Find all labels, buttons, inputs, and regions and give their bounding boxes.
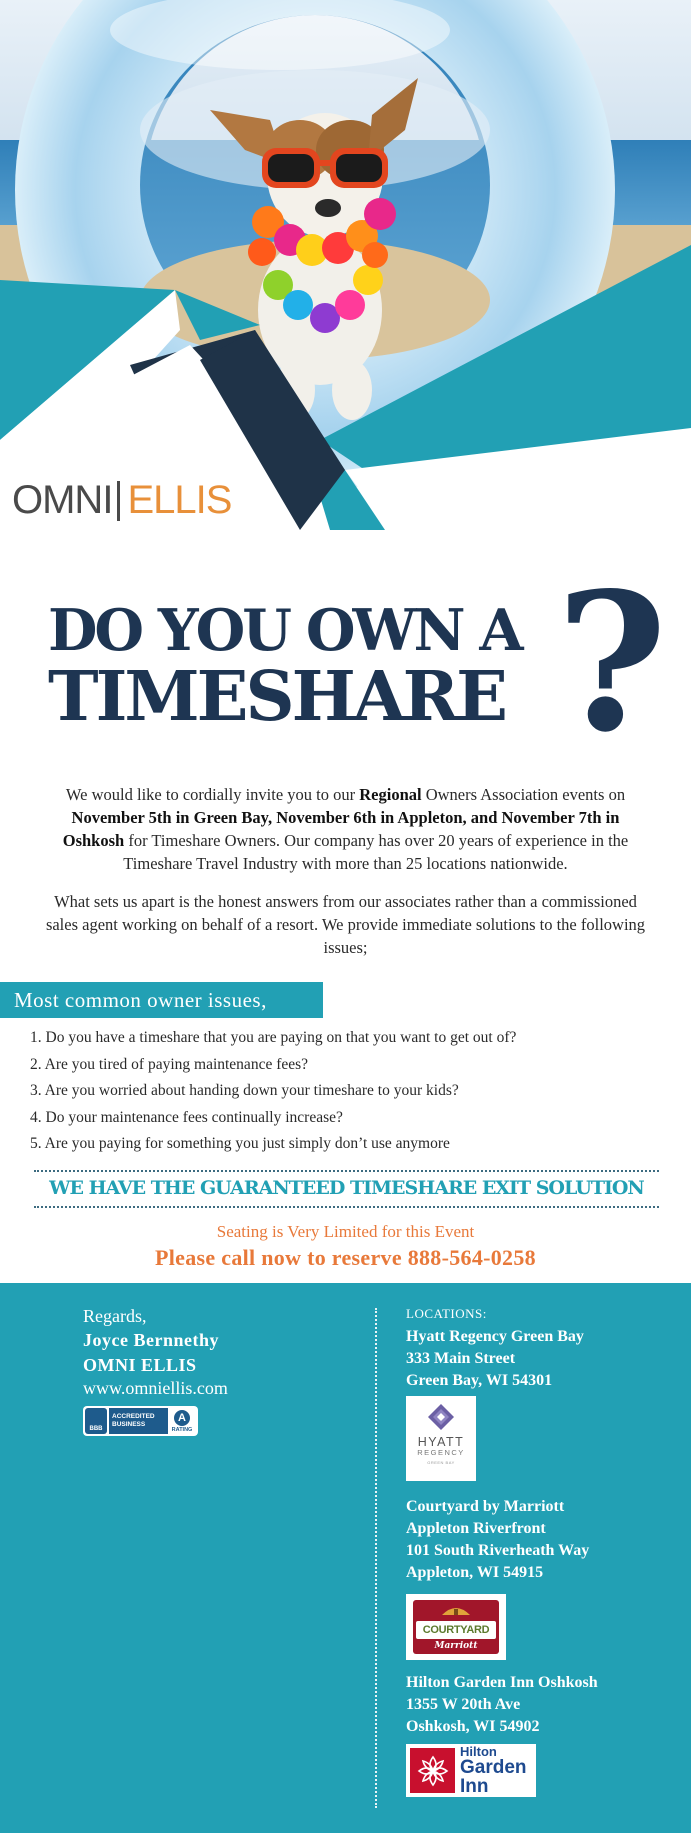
location-street: 1355 W 20th Ave [406,1696,521,1713]
hilton-wordmark [460,1745,527,1796]
intro-text-c: Owners Association events on [421,785,626,804]
column-divider [375,1308,377,1808]
green-bay-word: GREEN BAY [427,1460,455,1465]
hyatt-diamond-icon [428,1404,454,1430]
location-city: Oshkosh, WI 54902 [406,1718,540,1735]
intro-text-e: for Timeshare Owners. Our company has over 20 years of experience in the Timeshare Travel Industry with more than 25 locations nationwide. [123,831,629,873]
location-name: Hyatt Regency Green Bay [406,1328,584,1345]
location-courtyard [406,1496,589,1584]
intro-text-dates: November 5th in Green Bay, November 6th in Appleton, and November 7th in Oshkosh [62,808,620,850]
logo-ellis: ELLIS [127,478,232,522]
signature-block [83,1305,228,1399]
location-street: 101 South Riverheath Way [406,1542,590,1559]
hyatt-word: HYATT [417,1435,465,1449]
issue-item: 3. Are you worried about handing down your timeshare to your kids? [30,1082,459,1099]
headline-line-2: TIMESHARE [48,657,505,737]
issues-title: Most common owner issues, [0,982,323,1018]
hero-illustration [0,0,691,530]
issue-item: 1. Do you have a timeshare that you are paying on that you want to get out of? [30,1029,517,1046]
issue-item: 2. Are you tired of paying maintenance fees? [30,1055,309,1073]
logo-omni: OMNI [12,478,113,522]
intro-text-regional: Regional [359,785,422,804]
locations-header [406,1305,487,1323]
hilton-flower-icon [410,1748,455,1793]
location-name: Courtyard by Marriott [406,1498,565,1515]
regency-word: REGENCY [417,1448,465,1457]
intro-text-a: We would like to cordially invite you to our [65,785,360,804]
hyatt-logo [406,1396,476,1481]
question-mark: ? [556,551,668,774]
courtyard-word: COURTYARD [422,1624,490,1636]
headline-line-1: DO YOU OWN A [48,597,521,664]
apart-paragraph: What sets us apart is the honest answers from our associates rather than a commissioned sales agent working on behalf of a resort. We provide immediate solutions to the following issues; [45,892,646,957]
courtyard-logo [406,1594,506,1660]
marriott-word: Marriott [434,1641,478,1651]
logo-divider [117,481,120,521]
signer-name: Joyce Bernnethy [83,1330,219,1350]
issue-item: 5. Are you paying for something you just simply don’t use anymore [30,1135,450,1152]
courtyard-bar [416,1621,496,1639]
headline [48,597,521,737]
issue-item: 4. Do your maintenance fees continually increase? [30,1108,343,1126]
location-name: Hilton Garden Inn Oshkosh [406,1674,598,1691]
location-city: Green Bay, WI 54301 [406,1372,553,1389]
hilton-word: Hilton [460,1744,497,1759]
locations-label: LOCATIONS: [406,1306,487,1321]
call-to-action: Please call now to reserve 888-564-0258 [155,1245,536,1270]
hero-image [0,0,691,530]
bbb-grade: A [174,1410,190,1426]
seating-notice: Seating is Very Limited for this Event [216,1222,475,1241]
issues-list [30,1025,516,1158]
location-hyatt [406,1326,584,1392]
location-city: Appleton, WI 54915 [406,1564,544,1581]
bbb-accredited-text: ACCREDITED BUSINESS [109,1408,168,1434]
courtyard-badge [413,1600,499,1654]
location-street: 333 Main Street [406,1350,516,1367]
hilton-garden-inn-logo [406,1744,536,1797]
bbb-rating-label: RATING [171,1426,193,1433]
location-sub: Appleton Riverfront [406,1520,546,1537]
bbb-rating [168,1408,196,1434]
footer [0,1283,691,1833]
garden-word: Garden [460,1757,527,1778]
omni-ellis-logo [12,478,231,523]
location-hilton [406,1672,598,1738]
company-name: OMNI ELLIS [83,1355,197,1375]
bbb-seal-icon: BBB [85,1408,107,1434]
courtyard-tree-icon [440,1605,472,1615]
guarantee-banner: WE HAVE THE GUARANTEED TIMESHARE EXIT SOLUTION [34,1170,659,1208]
website-link[interactable]: www.omniellis.com [83,1378,228,1398]
intro-paragraph [40,783,651,875]
bbb-badge [83,1406,198,1436]
regards-text: Regards, [83,1306,147,1326]
inn-word: Inn [460,1776,489,1797]
